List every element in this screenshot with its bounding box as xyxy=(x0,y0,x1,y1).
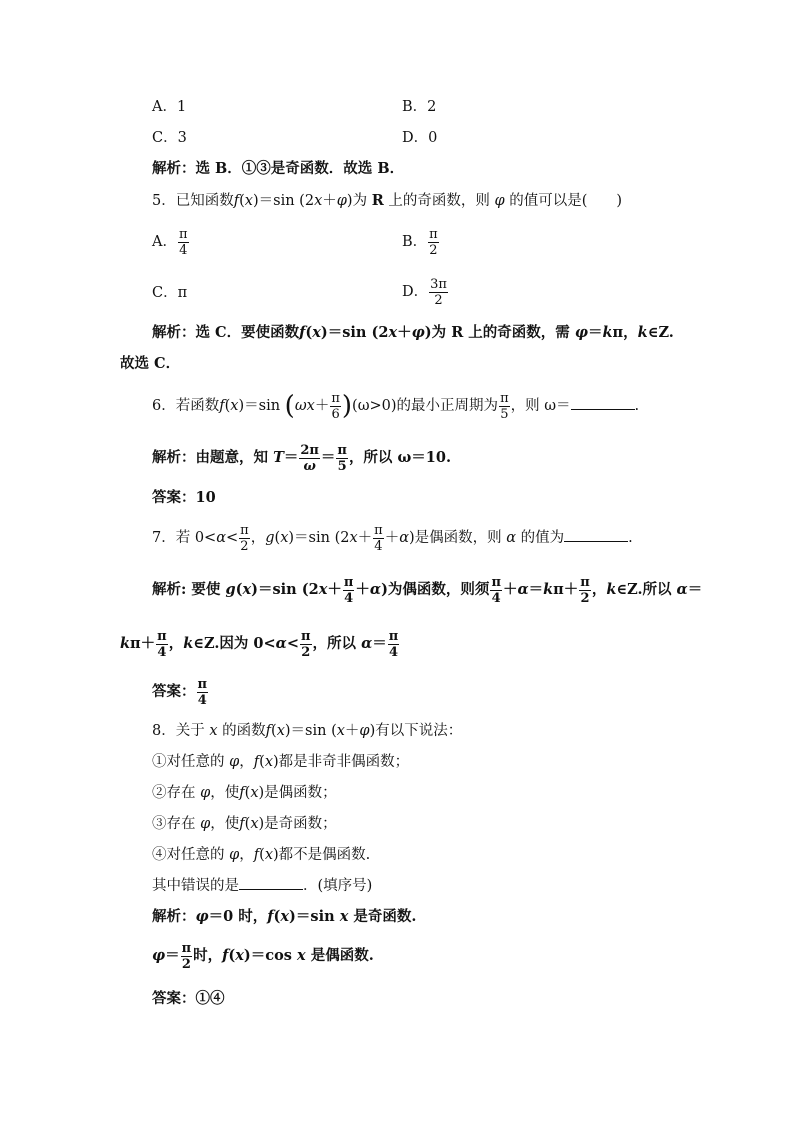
q8-analysis-2: φ＝ $\frac{\pi}{2}$ 时，f(x)＝cos x 是偶函数. xyxy=(152,940,374,972)
q4-option-a: A．1 xyxy=(152,99,187,115)
q8-statement-4: ④对任意的 φ，f(x)都不是偶函数. xyxy=(152,847,371,863)
q6-answer: 答案：10 xyxy=(152,489,216,506)
q4-analysis: 解析：选 B．①③是奇函数．故选 B． xyxy=(152,160,405,177)
fraction: $\frac{\pi}{4}$ xyxy=(388,628,399,660)
q5-analysis: 解析：选 C．要使函数f(x)＝sin (2x＋φ)为 R 上的奇函数，需 φ＝kπ，k∈Z. xyxy=(152,324,674,341)
answer-blank xyxy=(239,889,303,890)
fraction: $\frac{3\pi}{2}$ xyxy=(430,276,447,308)
q8-stem: 8．关于 x 的函数f(x)＝sin (x＋φ)有以下说法： xyxy=(152,723,463,739)
q4-option-d: D．0 xyxy=(402,130,438,146)
q7-analysis-cont: kπ＋ $\frac{\pi}{4}$ ，k∈Z.因为 0<α< $\frac{\pi}{2}$ ，所以 α＝ $\frac{\pi}{4}$ xyxy=(120,628,399,660)
q4-option-b: B．2 xyxy=(402,99,437,115)
fraction: $\frac{\pi}{2}$ xyxy=(580,574,590,606)
fraction: $\frac{\pi}{4}$ xyxy=(197,676,208,708)
answer-blank xyxy=(571,409,635,410)
q8-answer: 答案：①④ xyxy=(152,990,225,1007)
fraction: $\frac{\pi}{2}$ xyxy=(300,628,311,660)
fraction: $\frac{\pi}{4}$ xyxy=(374,522,383,554)
q6-analysis: 解析：由题意，知 T＝ $\frac{2\pi}{\omega}$ ＝ $\frac{\pi}{5}$ ，所以 ω＝10. xyxy=(152,442,452,474)
fraction: $\frac{2\pi}{\omega}$ xyxy=(300,442,319,474)
fraction: $\frac{\pi}{2}$ xyxy=(181,940,192,972)
fraction: $\frac{\pi}{2}$ xyxy=(240,522,249,554)
q4-option-c: C．3 xyxy=(152,130,187,146)
fraction: $\frac{\pi}{4}$ xyxy=(491,574,501,606)
q5-stem: 5．已知函数f(x)＝sin (2x＋φ)为 R 上的奇函数，则 φ 的值可以是( ) xyxy=(152,192,623,209)
q7-stem: 7．若 0<α< $\frac{\pi}{2}$ ，g(x)＝sin (2x＋ $\frac{\pi}{4}$ ＋α)是偶函数，则 α 的值为 . xyxy=(152,522,633,554)
q5-option-b: B． $\frac{\pi}{2}$ xyxy=(402,226,438,258)
fraction: $\frac{\pi}{4}$ xyxy=(343,574,354,606)
q5-option-d: D． $\frac{3\pi}{2}$ xyxy=(402,276,447,308)
q8-statement-2: ②存在 φ，使f(x)是偶函数； xyxy=(152,785,337,801)
q8-question: 其中错误的是 ．(填序号) xyxy=(152,878,373,894)
fraction: $\frac{\pi}{5}$ xyxy=(337,442,347,474)
q5-option-c: C．π xyxy=(152,285,188,301)
fraction: $\frac{\pi}{2}$ xyxy=(429,226,438,258)
q6-stem: 6．若函数f(x)＝sin (ωx＋ $\frac{\pi}{6}$ )(ω>0)的最小正周期为 $\frac{\pi}{5}$ ，则 ω＝ . xyxy=(152,390,640,422)
q7-analysis: 解析: 要使 g(x)＝sin (2x＋ $\frac{\pi}{4}$ ＋α)为偶函数，则须 $\frac{\pi}{4}$ ＋α＝kπ＋ $\frac{\pi}{2}$ ，k∈Z.所以 α＝ xyxy=(152,574,703,606)
q8-statement-3: ③存在 φ，使f(x)是奇函数； xyxy=(152,816,337,832)
q5-option-a: A． $\frac{\pi}{4}$ xyxy=(152,226,188,258)
q7-answer: 答案： $\frac{\pi}{4}$ xyxy=(152,676,208,708)
fraction: $\frac{\pi}{5}$ xyxy=(500,390,509,422)
fraction: $\frac{\pi}{4}$ xyxy=(157,628,167,660)
fraction: $\frac{\pi}{6}$ xyxy=(331,390,340,422)
fraction: $\frac{\pi}{4}$ xyxy=(178,226,188,258)
answer-blank xyxy=(564,541,628,542)
q8-analysis: 解析：φ＝0 时，f(x)＝sin x 是奇函数. xyxy=(152,908,417,925)
q5-analysis-end: 故选 C． xyxy=(120,355,181,372)
q8-statement-1: ①对任意的 φ，f(x)都是非奇非偶函数； xyxy=(152,754,410,770)
